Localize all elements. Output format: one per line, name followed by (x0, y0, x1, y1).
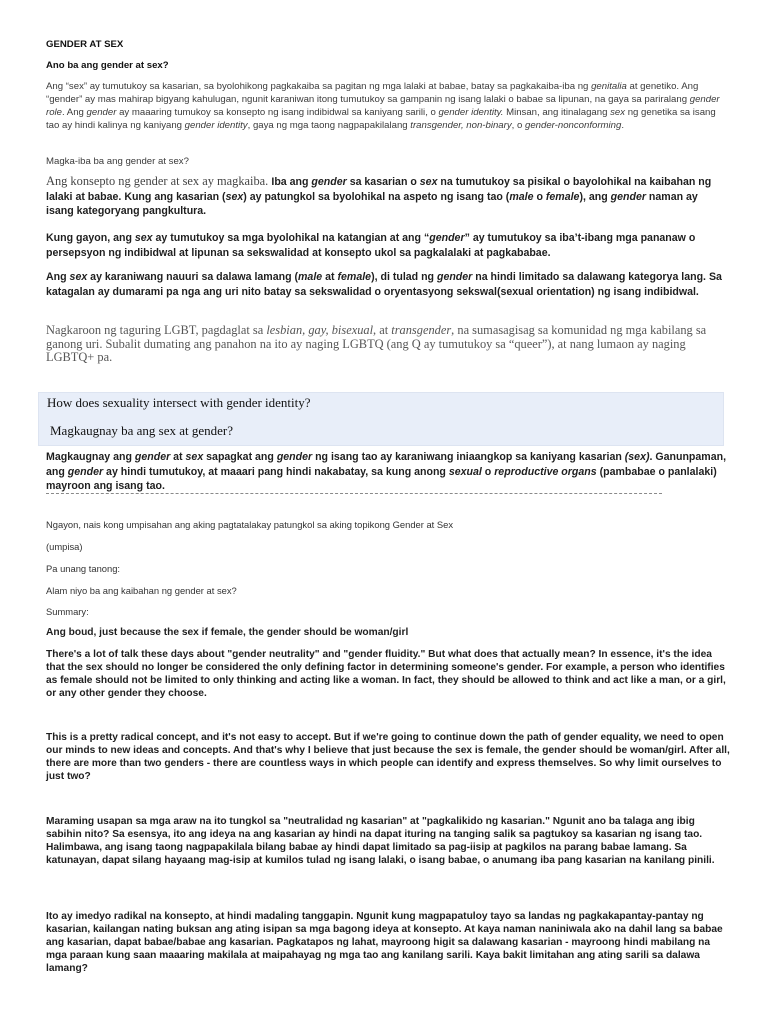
highlight-box (38, 392, 724, 446)
highlight-question-english: How does sexuality intersect with gender identity? (47, 395, 311, 410)
relationship-paragraph: Magkaugnay ang gender at sex sapagkat ang gender ng isang tao ay karaniwang iniaangkop sa kaniyang kasarian (sex). Ganunpaman, ang gender ay hindi tumutukoy, at maaari pang hindi nakabatay, sa kung anong sexual o reproductive organs (pambabae o panlalaki) mayroon ang isang tao. (46, 451, 727, 493)
notes-intro: Ngayon, nais kong umpisahan ang aking pagtatalakay patungkol sa aking topikong Gender at Sex (46, 519, 454, 530)
notes-umpisa: (umpisa) (46, 541, 83, 552)
difference-paragraph: Ang konsepto ng gender at sex ay magkaiba. Iba ang gender sa kasarian o sex na tumutukoy sa pisikal o bayolohikal na kaibahan ng lalaki at babae. Kung ang kasarian (sex) ay patungkol sa byolohikal na aspeto ng isang tao (male o female), ang gender naman ay isang kategoryang pangkultura. (46, 174, 712, 218)
tagalog-paragraph-2: Ito ay imedyo radikal na konsepto, at hindi madaling tanggapin. Ngunit kung magpapatuloy tayo sa landas ng pagkakapantay-pantay ng kasarian, kailangan nating buksan ang ating isipan sa mga bagong ideya at konsepto. At kaya naman naniniwala ako na dahil lang sa babae ang kasarian, dapat babae/babae ang kasarian. Pagkatapos ng lahat, mayroong higit sa dalawang kasarian - mayroong hindi mabilang na mga paraan kung saan maaaring makilala at maipahayag ng mga tao ang kanilang sarili. Kaya bakit limitahan ang ating sarili sa dalawa lamang? (46, 911, 723, 974)
definition-paragraph: Ang “sex” ay tumutukoy sa kasarian, sa byolohikong pagkakaiba sa pagitan ng mga lalaki at babae, batay sa pagkakaiba-iba ng genitalia at genetiko. Ang “gender” ay mas mahirap bigyang kahulugan, ngunit karaniwan itong tumutukoy sa gampanin ng isang lalaki o babae sa lipunan, na gaya sa pariralang gender role. Ang gender ay maaaring tumukoy sa konsepto ng isang indibidwal sa kaniyang sarili, o gender identity. Minsan, ang itinalagang sex ng genetika sa isang tao ay hindi kalinya ng kaniyang gender identity, gaya ng mga taong nagpapakilalang transgender, non-binary, o gender-nonconforming. (46, 81, 720, 131)
question-gender-sex: Ano ba ang gender at sex? (46, 60, 169, 71)
tagalog-paragraph-1: Maraming usapan sa mga araw na ito tungkol sa "neutralidad ng kasarian" at "pagkalikido ng kasarian." Ngunit ano ba talaga ang ibig sabihin nito? Sa esensya, ito ang ideya na ang kasarian ay hindi na dapat ituring na tanging salik sa pagtukoy sa kasarian ng isang tao. Halimbawa, ang isang taong nagpapakilala bilang babae ay hindi dapat limitado sa pag-iisip at pagkilos na parang babae lamang. Sa katunayan, dapat silang hayaang mag-isip at kumilos tulad ng isang lalaki, o isang babae, o anumang iba pang kasarian na kanilang pinili. (46, 816, 715, 866)
english-paragraph-1: There's a lot of talk these days about "gender neutrality" and "gender fluidity." But what does that actually mean? In essence, it's the idea that the sex should no longer be considered the only defining factor in determining someone's gender. For example, a person who identifies as female should not be limited to only thinking and acting like a woman. In fact, they should be allowed to think and act like a man, or a girl, or any other gender they choose. (46, 649, 726, 699)
dashed-divider (46, 493, 662, 494)
categories-paragraph: Ang sex ay karaniwang nauuri sa dalawa lamang (male at female), di tulad ng gender na hindi limitado sa dalawang kategorya lang. Sa katagalan ay dumarami pa nga ang uri nito batay sa sekswalidad o oryentasyong sekswal(sexual orientation) ng isang indibidwal. (46, 271, 722, 298)
notes-first-question-label: Pa unang tanong: (46, 563, 121, 574)
lgbt-paragraph: Nagkaroon ng taguring LGBT, pagdaglat sa lesbian, gay, bisexual, at transgender, na sumasagisag sa komunidad ng mga kabilang sa ganong uri. Subalit dumating ang panahon na ito ay naging LGBTQ (ang Q ay tumutukoy sa “queer”), at nang lumaon ay naging LGBTQ+ pa. (46, 323, 707, 365)
notes-thesis: Ang boud, just because the sex if female, the gender should be woman/girl (46, 627, 409, 638)
document-heading: GENDER AT SEX (46, 39, 124, 50)
notes-first-question: Alam niyo ba ang kaibahan ng gender at sex? (46, 585, 237, 596)
english-paragraph-2: This is a pretty radical concept, and it's not easy to accept. But if we're going to continue down the path of gender equality, we need to open our minds to new ideas and concepts. And that's why I believe that just because the sex is female, the gender should be woman/girl. After all, there are more than two genders - there are countless ways in which people can identify and express themselves. So why limit ourselves to just two? (46, 732, 730, 782)
highlight-question-tagalog: Magkaugnay ba ang sex at gender? (50, 423, 234, 438)
notes-summary-label: Summary: (46, 606, 89, 617)
question-difference: Magka-iba ba ang gender at sex? (46, 156, 189, 167)
biological-paragraph: Kung gayon, ang sex ay tumutukoy sa mga byolohikal na katangian at ang “gender” ay tumutukoy sa iba’t-ibang mga pananaw o persepsyon ng indibidwal at lipunan sa sekswalidad at konsepto ukol sa pagkalalaki at pagkababae. (46, 232, 696, 259)
